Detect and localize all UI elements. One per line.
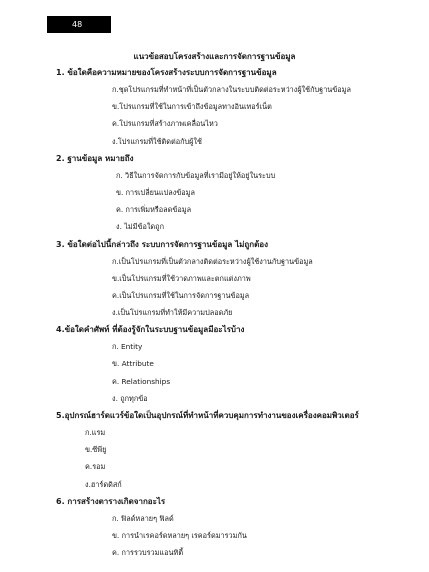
document-title: แนวข้อสอบโครงสร้างและการจัดการฐานข้อมูล xyxy=(133,52,296,61)
question-list xyxy=(56,67,416,564)
question-2 xyxy=(56,153,416,233)
choice-a: ก.ชุดโปรแกรมที่ทำหน้าที่เป็นตัวกลางในระบบติดต่อระหว่างผู้ใช้กับฐานข้อมูล xyxy=(112,85,351,94)
choice-a: ก.แรม xyxy=(85,428,106,437)
question-text: 1. ข้อใดคือความหมายของโครงสร้างระบบการจัดการฐานข้อมูล xyxy=(56,68,277,77)
question-6 xyxy=(56,496,416,558)
choice-b: ข.ซีพียู xyxy=(85,445,107,455)
question-text: 5.อุปกรณ์ฮาร์ดแวร์ข้อใดเป็นอุปกรณ์ที่ทำหน้าที่ควบคุมการทำงานของเครื่องคอมพิวเตอร์ xyxy=(56,411,359,420)
choice-d: ง.โปรแกรมที่ใช้ติดต่อกับผู้ใช้ xyxy=(112,136,202,146)
choice-a: ก. วิธีในการจัดการกับข้อมูลที่เรามีอยู่ให้อยู่ในระบบ xyxy=(116,170,276,180)
question-1 xyxy=(56,67,416,147)
choice-b: ข. Attribute xyxy=(112,359,154,369)
page-number: 48 xyxy=(72,20,83,29)
choice-d: ง. ถูกทุกข้อ xyxy=(112,393,148,403)
question-5 xyxy=(56,410,416,490)
question-text: 2. ฐานข้อมูล หมายถึง xyxy=(56,153,134,163)
choice-d: ง.ฮาร์ดดิสก์ xyxy=(85,479,122,489)
choice-c: ค.รอม xyxy=(85,462,106,472)
choice-c: ค. Relationships xyxy=(112,376,171,386)
question-text: 4.ข้อใดคำศัพท์ ที่ต้องรู้จักในระบบฐานข้อมูลมีอะไรบ้าง xyxy=(56,325,245,335)
choice-c: ค.โปรแกรมที่สร้างภาพเคลื่อนไหว xyxy=(112,119,218,129)
choice-d: ง. ไม่มีข้อใดถูก xyxy=(116,222,164,232)
choice-d: ง.เป็นโปรแกรมที่ทำให้มีความปลอดภัย xyxy=(112,308,233,318)
choice-a: ก.เป็นโปรแกรมที่เป็นตัวกลางติดต่อระหว่างผู้ใช้งานกับฐานข้อมูล xyxy=(112,256,313,266)
choice-c: ค. การเพิ่มหรือลดข้อมูล xyxy=(116,205,192,215)
question-text: 6. การสร้างตารางเกิดจากอะไร xyxy=(56,496,166,506)
choice-b: ข. การนำเรคอร์ดหลายๆ เรคอร์ดมารวมกัน xyxy=(112,530,247,540)
question-3 xyxy=(56,239,416,319)
choice-c: ค. การรวบรวมแอนทิตี้ xyxy=(112,548,184,558)
choice-c: ค.เป็นโปรแกรมที่ใช้ในการจัดการฐานข้อมูล xyxy=(112,290,250,300)
choice-b: ข. การเปลี่ยนแปลงข้อมูล xyxy=(116,187,195,197)
page-number-bar xyxy=(47,16,111,33)
choice-b: ข.เป็นโปรแกรมที่ใช้วาดภาพและตกแต่งภาพ xyxy=(112,273,251,283)
question-4 xyxy=(56,324,416,404)
question-text: 3. ข้อใดต่อไปนี้กล่าวถึง ระบบการจัดการฐานข้อมูล ไม่ถูกต้อง xyxy=(56,239,268,249)
choice-b: ข.โปรแกรมที่ใช้ในการเข้าถึงข้อมูลทางอินเทอร์เน็ต xyxy=(112,102,272,112)
choice-a: ก. ฟิลด์หลายๆ ฟิลด์ xyxy=(112,513,174,523)
choice-a: ก. Entity xyxy=(112,342,143,352)
